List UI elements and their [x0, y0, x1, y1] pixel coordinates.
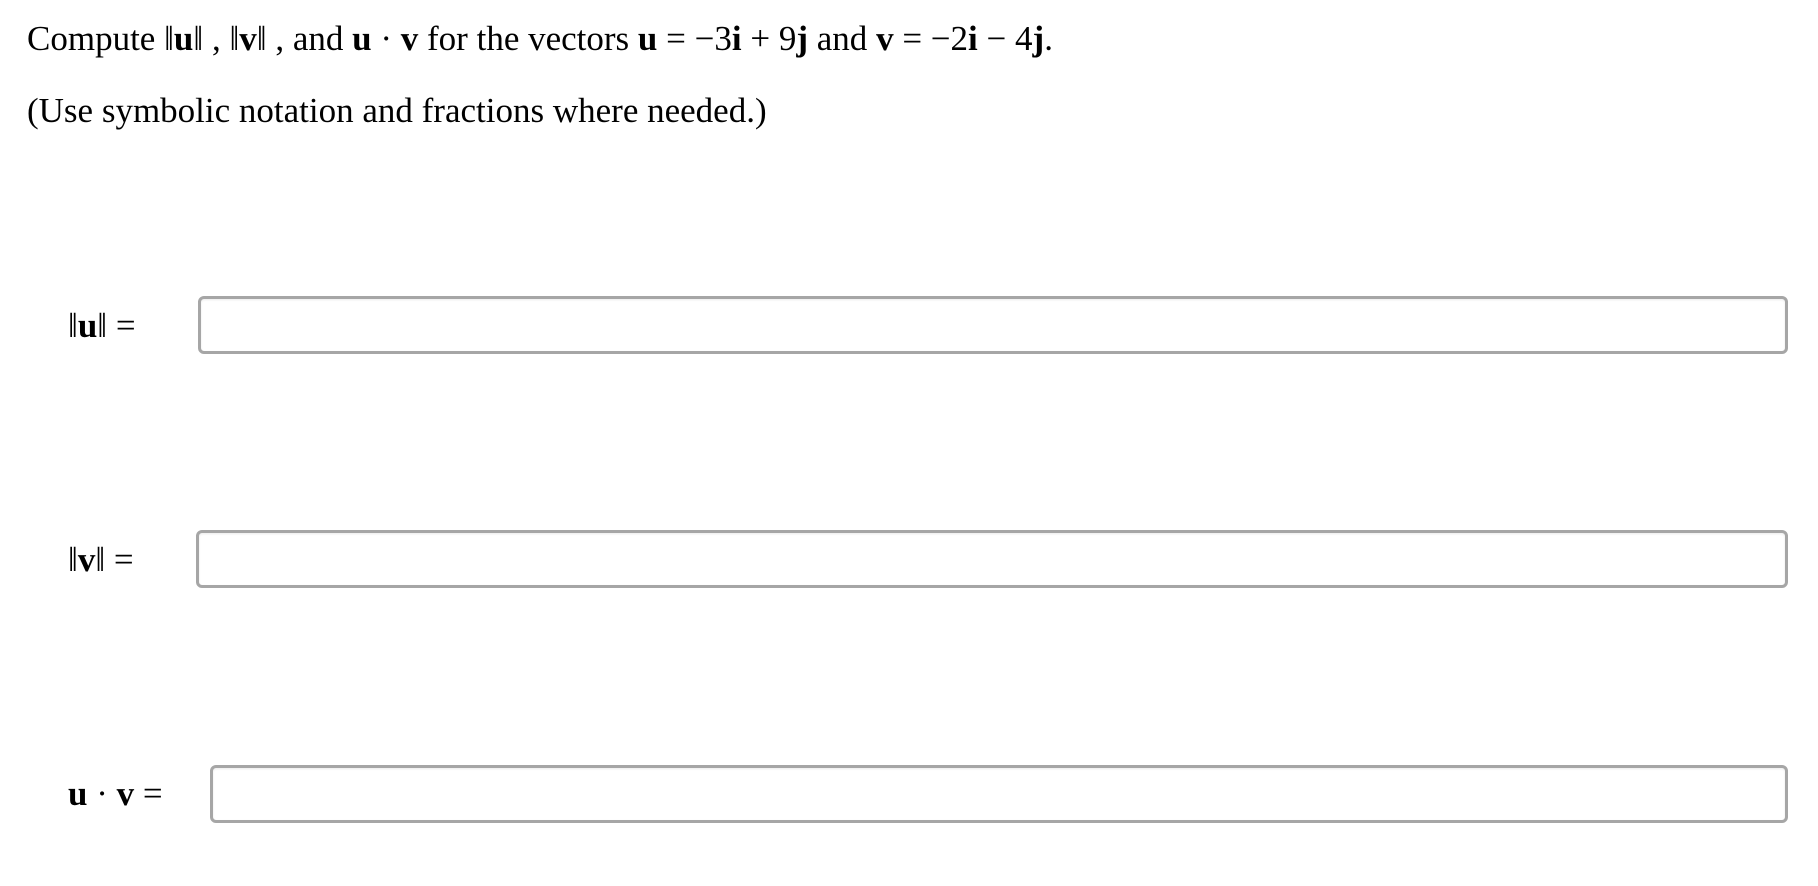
vector-v-symbol: v	[876, 19, 894, 58]
unit-vector-i: i	[731, 19, 742, 58]
problem-text-part: = −3	[657, 19, 732, 58]
vector-u-symbol: u	[352, 19, 372, 58]
problem-text-part: ‖ , ‖	[193, 19, 240, 58]
norm-bar: ‖	[68, 540, 78, 579]
norm-bar: ‖	[97, 306, 108, 345]
vector-u-symbol: u	[173, 19, 194, 58]
norm-u-label	[68, 301, 136, 351]
vector-v-symbol: v	[116, 774, 135, 813]
equals-sign: =	[105, 540, 134, 579]
vector-v-symbol: v	[77, 540, 96, 579]
dot-product-label	[68, 769, 163, 819]
instruction-note: (Use symbolic notation and fractions where needed.)	[27, 91, 767, 130]
vector-u-symbol: u	[68, 774, 88, 813]
vector-u-symbol: u	[77, 306, 98, 345]
problem-text-part: .	[1044, 19, 1053, 58]
unit-vector-j: j	[796, 19, 809, 58]
dot-operator: ·	[371, 19, 401, 58]
vector-v-symbol: v	[400, 19, 419, 58]
problem-text-part: for the vectors	[418, 19, 638, 58]
norm-v-input[interactable]	[196, 530, 1788, 588]
vector-v-symbol: v	[239, 19, 257, 58]
problem-text-part: ‖ , and	[256, 19, 353, 58]
vector-u-symbol: u	[637, 19, 658, 58]
equals-sign: =	[107, 306, 136, 345]
problem-text-part: = −2	[893, 19, 969, 58]
problem-statement	[27, 14, 1053, 64]
problem-text-part: + 9	[741, 19, 797, 58]
norm-u-input[interactable]	[198, 296, 1788, 354]
norm-bar: ‖	[68, 306, 78, 345]
problem-text-part: and	[808, 19, 877, 58]
problem-text-part: Compute ‖	[27, 19, 174, 58]
dot-operator: ·	[87, 774, 117, 813]
dot-product-input[interactable]	[210, 765, 1788, 823]
unit-vector-i: i	[968, 19, 978, 58]
equals-sign: =	[134, 774, 163, 813]
unit-vector-j: j	[1032, 19, 1045, 58]
problem-text-part: − 4	[977, 19, 1033, 58]
norm-bar: ‖	[95, 540, 106, 579]
norm-v-label	[68, 535, 134, 585]
